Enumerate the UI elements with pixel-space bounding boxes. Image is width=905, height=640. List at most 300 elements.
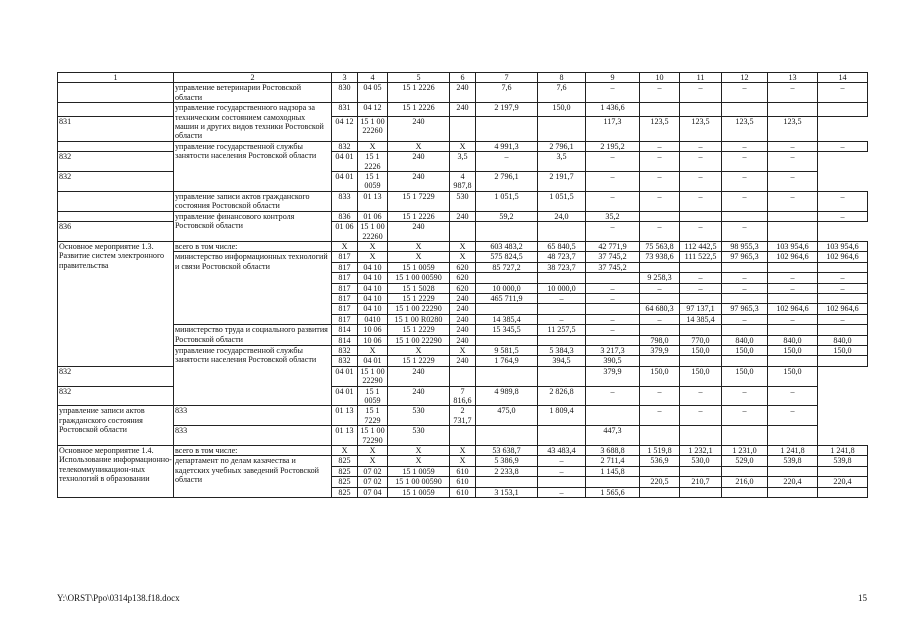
amount-cell: 14 385,4 [680,314,722,324]
amount-cell: 102 964,6 [768,252,818,262]
amount-cell: 1 436,6 [586,103,640,116]
budget-code-cell: 817 [332,304,358,314]
amount-cell: 2 233,8 [476,466,538,476]
amount-cell [722,293,768,303]
amount-cell: 840,0 [818,335,868,345]
amount-cell [538,335,586,345]
amount-cell: 575 824,5 [476,252,538,262]
amount-cell: 150,0 [680,366,722,386]
budget-code-cell: 01 13 [332,406,358,426]
budget-code-cell: X [358,252,388,262]
budget-code-cell: 04 05 [358,83,388,103]
budget-code-cell: 04 12 [358,103,388,116]
amount-cell: – [768,83,818,103]
amount-cell: 2 191,7 [538,172,586,192]
budget-code-cell: 530 [450,191,476,211]
budget-code-cell: 825 [332,466,358,476]
amount-cell [640,262,680,272]
amount-cell [640,466,680,476]
budget-code-cell: X [358,345,388,355]
amount-cell: – [586,83,640,103]
amount-cell: – [640,191,680,211]
amount-cell: 475,0 [476,406,538,426]
amount-cell: – [818,191,868,211]
amount-cell: 150,0 [640,366,680,386]
amount-cell: 117,3 [586,116,640,141]
amount-cell: 37 745,2 [586,252,640,262]
amount-cell: – [722,222,768,242]
amount-cell [680,262,722,272]
amount-cell: – [768,141,818,151]
amount-cell [586,406,640,426]
budget-code-cell: 15 1 2229 [388,325,450,335]
budget-code-cell: X [450,345,476,355]
amount-cell [768,262,818,272]
budget-code-cell: 240 [388,366,450,386]
budget-code-cell: 610 [450,487,476,497]
amount-cell: 10 000,0 [538,283,586,293]
amount-cell: – [818,211,868,221]
budget-code-cell: 836 [332,211,358,221]
amount-cell: 75 563,8 [640,241,680,251]
budget-code-cell: 240 [450,304,476,314]
budget-code-cell: X [358,446,388,456]
budget-code-cell: 610 [450,466,476,476]
amount-cell: – [538,314,586,324]
budget-code-cell: 240 [450,211,476,221]
measure-name-cell [58,141,174,151]
amount-cell: 111 522,5 [680,252,722,262]
amount-cell [680,466,722,476]
amount-cell [818,466,868,476]
budget-code-cell: X [388,345,450,355]
amount-cell: – [768,283,818,293]
column-number: 13 [768,73,818,83]
amount-cell: – [640,283,680,293]
amount-cell: 150,0 [768,366,818,386]
amount-cell: 97 137,1 [680,304,722,314]
budget-code-cell: 04 01 [332,386,358,406]
amount-cell: – [586,386,640,406]
budget-code-cell: 530 [388,406,450,426]
amount-cell: – [586,283,640,293]
budget-code-cell: 3,5 [450,152,476,172]
amount-cell: – [768,314,818,324]
amount-cell [722,426,768,446]
amount-cell: 102 964,6 [818,304,868,314]
budget-code-cell: 15 1 0059 [388,262,450,272]
budget-code-cell: 817 [332,293,358,303]
budget-code-cell: 240 [388,152,450,172]
budget-code-cell: 831 [332,103,358,116]
amount-cell: – [538,466,586,476]
budget-code-cell [450,366,476,386]
budget-code-cell: 240 [450,356,476,366]
budget-code-cell: 817 [332,283,358,293]
amount-cell [818,487,868,497]
amount-cell: – [640,83,680,103]
executor-cell: министерство труда и социального развития Ростовской области [174,325,332,346]
amount-cell [640,487,680,497]
amount-cell: 42 771,9 [586,241,640,251]
budget-code-cell: X [450,446,476,456]
amount-cell: 379,9 [640,345,680,355]
amount-cell: 59,2 [476,211,538,221]
column-number: 1 [58,73,174,83]
budget-code-cell: 814 [332,325,358,335]
amount-cell: 7,6 [476,83,538,103]
amount-cell: 1 565,6 [586,487,640,497]
budget-code-cell: 620 [450,262,476,272]
column-number: 12 [722,73,768,83]
amount-cell: 3,5 [538,152,586,172]
amount-cell [538,366,586,386]
amount-cell [680,426,722,446]
table-row [58,456,868,466]
amount-cell: 65 840,5 [538,241,586,251]
amount-cell [768,426,818,446]
amount-cell [768,293,818,303]
amount-cell: 123,5 [640,116,680,141]
amount-cell: 102 964,6 [818,252,868,262]
amount-cell: 112 442,5 [680,241,722,251]
amount-cell: 85 727,2 [476,262,538,272]
amount-cell [818,262,868,272]
budget-code-cell: 15 1 0059 [358,386,388,406]
amount-cell: – [538,456,586,466]
amount-cell: 5 384,3 [538,345,586,355]
budget-code-cell: 10 06 [358,325,388,335]
amount-cell [722,325,768,335]
budget-code-cell: X [388,456,450,466]
amount-cell: 53 638,7 [476,446,538,456]
amount-cell: – [818,273,868,283]
amount-cell [640,426,680,446]
amount-cell [768,487,818,497]
executor-cell: управление государственной службы занятости населения Ростовской области [174,345,332,405]
amount-cell: 14 385,4 [476,314,538,324]
budget-code-cell: 04 10 [358,283,388,293]
table-row [58,446,868,456]
amount-cell: 11 257,5 [538,325,586,335]
measure-name-cell [58,191,174,211]
amount-cell [818,356,868,366]
amount-cell: – [722,283,768,293]
measure-name-cell: 832 [58,152,174,172]
budget-code-cell: 10 06 [358,335,388,345]
amount-cell: 465 711,9 [476,293,538,303]
amount-cell: 7,6 [538,83,586,103]
budget-code-cell: 240 [450,103,476,116]
amount-cell: – [722,314,768,324]
amount-cell: – [768,191,818,211]
budget-code-cell: 620 [450,283,476,293]
amount-cell: – [538,293,586,303]
column-number: 3 [332,73,358,83]
budget-code-cell [450,222,476,242]
amount-cell: 539,8 [768,456,818,466]
budget-code-cell: 04 10 [358,262,388,272]
amount-cell [722,262,768,272]
budget-table [57,72,868,498]
amount-cell: – [640,141,680,151]
budget-code-cell: X [358,141,388,151]
executor-cell: всего в том числе: [174,241,332,251]
budget-code-cell: 15 1 00 22290 [358,366,388,386]
budget-code-cell: 15 1 2229 [388,293,450,303]
amount-cell: – [680,152,722,172]
amount-cell: – [680,172,722,192]
budget-code-cell: 830 [332,83,358,103]
budget-code-cell: 04 01 [332,172,358,192]
table-row [58,426,868,446]
amount-cell [640,356,680,366]
measure-name-cell [58,211,174,221]
table-row [58,211,868,221]
amount-cell [640,103,680,116]
amount-cell: – [586,314,640,324]
budget-code-cell [450,116,476,141]
amount-cell: – [586,293,640,303]
table-row [58,325,868,335]
budget-code-cell: 620 [450,273,476,283]
amount-cell: 1 241,8 [818,446,868,456]
amount-cell: 150,0 [722,366,768,386]
budget-code-cell [450,426,476,446]
amount-cell [680,103,722,116]
table-row [58,406,868,426]
amount-cell [640,293,680,303]
amount-cell [586,335,640,345]
budget-code-cell: 01 06 [358,211,388,221]
budget-code-cell: 0410 [358,314,388,324]
measure-name-cell: 832 [58,172,174,192]
amount-cell: 2 197,9 [476,103,538,116]
table-row [58,241,868,251]
column-number: 7 [476,73,538,83]
amount-cell: 37 745,2 [586,262,640,272]
column-number: 11 [680,73,722,83]
amount-cell: 24,0 [538,211,586,221]
amount-cell: – [722,141,768,151]
amount-cell [722,103,768,116]
budget-code-cell: 15 1 00 00590 [388,273,450,283]
amount-cell [680,211,722,221]
amount-cell: – [768,386,818,406]
budget-code-cell: 833 [332,191,358,211]
budget-code-cell: 7 816,6 [450,386,476,406]
amount-cell [538,273,586,283]
amount-cell: – [680,141,722,151]
budget-code-cell: 15 1 7229 [358,406,388,426]
budget-code-cell: 01 06 [332,222,358,242]
budget-code-cell: 01 13 [358,191,388,211]
amount-cell: 603 483,2 [476,241,538,251]
executor-cell: 833 [174,426,332,446]
executor-cell: управление записи актов гражданского состояния Ростовской области [174,191,332,211]
amount-cell: 2 195,2 [586,141,640,151]
amount-cell: – [722,172,768,192]
amount-cell [538,304,586,314]
budget-code-cell: X [388,241,450,251]
budget-code-cell: 15 1 2226 [388,211,450,221]
executor-cell: управление финансового контроля Ростовской области [174,211,332,241]
budget-code-cell: X [388,141,450,151]
executor-cell: департамент по делам казачества и кадетских учебных заведений Ростовской области [174,456,332,498]
amount-cell: 150,0 [722,345,768,355]
amount-cell [768,356,818,366]
amount-cell [476,273,538,283]
amount-cell: 150,0 [768,345,818,355]
budget-code-cell: 15 1 00 22290 [388,304,450,314]
amount-cell: – [640,314,680,324]
amount-cell: 1 051,5 [476,191,538,211]
amount-cell [722,466,768,476]
amount-cell: 123,5 [680,116,722,141]
amount-cell: – [768,152,818,172]
amount-cell [640,211,680,221]
amount-cell [680,487,722,497]
amount-cell [768,211,818,221]
budget-code-cell: X [358,241,388,251]
budget-code-cell: X [358,456,388,466]
budget-code-cell: 610 [450,477,476,487]
amount-cell: – [640,386,680,406]
amount-cell: – [680,386,722,406]
budget-code-cell: X [388,252,450,262]
measure-name-cell: 832 [58,386,174,406]
executor-cell: управление государственной службы занятости населения Ростовской области [174,141,332,191]
amount-cell: 123,5 [722,116,768,141]
amount-cell: – [586,191,640,211]
table-row [58,191,868,211]
executor-cell: управление ветеринарии Ростовской области [174,83,332,103]
amount-cell: – [586,152,640,172]
budget-code-cell: 15 1 00 22290 [388,335,450,345]
budget-code-cell: 240 [450,325,476,335]
amount-cell: 103 954,6 [818,241,868,251]
amount-cell: 103 954,6 [768,241,818,251]
budget-code-cell: X [388,446,450,456]
budget-code-cell: 15 1 00 00590 [388,477,450,487]
amount-cell: 3 688,8 [586,446,640,456]
amount-cell [538,477,586,487]
amount-cell: 97 965,3 [722,304,768,314]
amount-cell: 220,4 [818,477,868,487]
column-number: 5 [388,73,450,83]
amount-cell: – [768,406,818,426]
amount-cell: – [768,273,818,283]
budget-code-cell: 825 [332,456,358,466]
amount-cell: – [680,191,722,211]
budget-code-cell: 01 13 [332,426,358,446]
budget-code-cell: 817 [332,314,358,324]
budget-code-cell: X [332,241,358,251]
budget-code-cell: 240 [388,116,450,141]
amount-cell: – [722,152,768,172]
amount-cell: – [818,283,868,293]
budget-code-cell: 825 [332,477,358,487]
amount-cell: 539,8 [818,456,868,466]
budget-code-cell: 04 01 [332,152,358,172]
executor-cell: всего в том числе: [174,446,332,456]
amount-cell [476,366,538,386]
amount-cell: 1 145,8 [586,466,640,476]
budget-code-cell: 15 1 0059 [358,172,388,192]
amount-cell: – [722,406,768,426]
amount-cell: 64 680,3 [640,304,680,314]
column-number: 2 [174,73,332,83]
amount-cell: – [818,83,868,103]
table-row [58,83,868,103]
amount-cell [538,426,586,446]
table-row [58,252,868,262]
amount-cell: – [586,222,640,242]
table-row [58,103,868,116]
budget-code-cell: X [450,241,476,251]
budget-code-cell: 15 1 2226 [388,83,450,103]
amount-cell [768,325,818,335]
amount-cell [818,293,868,303]
measure-name-cell [58,103,174,116]
budget-code-cell: 04 01 [332,366,358,386]
table-row [58,345,868,355]
page-number: 15 [858,593,867,603]
budget-code-cell: X [332,446,358,456]
budget-code-cell: 07 02 [358,477,388,487]
budget-code-cell: 4 987,8 [450,172,476,192]
column-number: 8 [538,73,586,83]
column-number: 4 [358,73,388,83]
amount-cell: 770,0 [680,335,722,345]
amount-cell: – [586,325,640,335]
amount-cell [768,222,818,242]
amount-cell [818,103,868,116]
budget-code-cell: 15 1 2226 [358,152,388,172]
amount-cell [722,356,768,366]
column-number: 9 [586,73,640,83]
amount-cell [586,304,640,314]
amount-cell: 1 764,9 [476,356,538,366]
budget-code-cell: X [450,456,476,466]
amount-cell: – [722,386,768,406]
column-number-row [58,73,868,83]
amount-cell: 150,0 [680,345,722,355]
amount-cell: – [818,314,868,324]
budget-code-cell: 04 01 [358,356,388,366]
budget-code-cell: 832 [332,141,358,151]
amount-cell: – [722,191,768,211]
amount-cell: 2 826,8 [538,386,586,406]
amount-cell: 390,5 [586,356,640,366]
measure-name-cell [58,83,174,103]
amount-cell: 798,0 [640,335,680,345]
amount-cell: 1 051,5 [538,191,586,211]
executor-cell: управление государственного надзора за техническим состоянием самоходных машин и других видов техники Ростовской области [174,103,332,142]
budget-code-cell: 04 12 [332,116,358,141]
budget-code-cell: X [450,252,476,262]
amount-cell: 10 000,0 [476,283,538,293]
budget-code-cell: 15 1 5028 [388,283,450,293]
document-file-path: Y:\ORST\Ppo\0314p138.f18.docx [57,593,180,603]
budget-code-cell: 15 1 0059 [388,487,450,497]
amount-cell: 97 965,3 [722,252,768,262]
budget-code-cell: 07 02 [358,466,388,476]
amount-cell: 216,0 [722,477,768,487]
budget-code-cell: 15 1 2229 [388,356,450,366]
amount-cell [538,116,586,141]
amount-cell: 530,0 [680,456,722,466]
